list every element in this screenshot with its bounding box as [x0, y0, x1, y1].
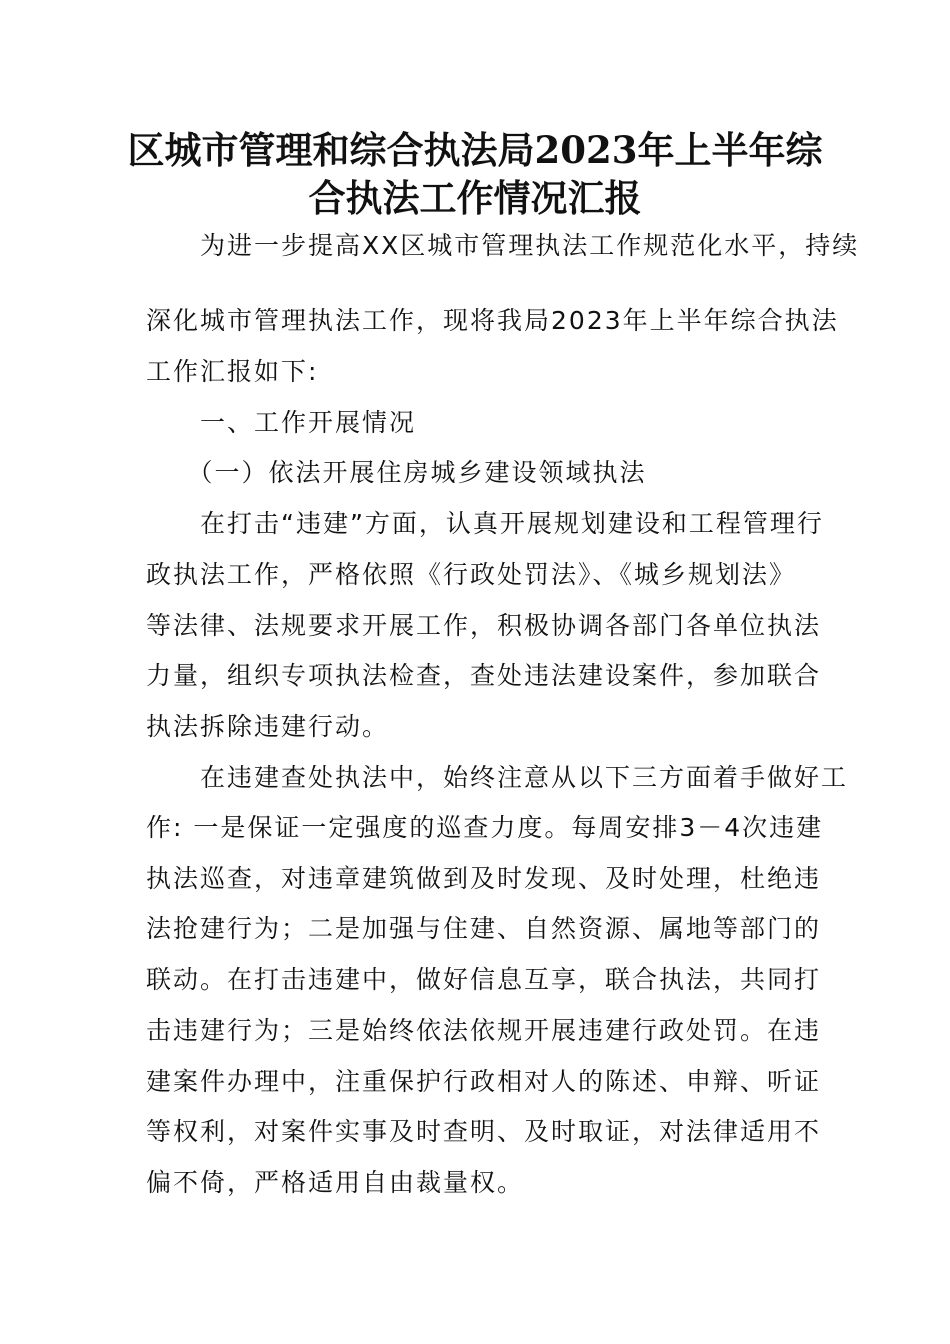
paragraph-line: 力量，组织专项执法检查，查处违法建设案件，参加联合 [146, 661, 822, 690]
paragraph-line: 深化城市管理执法工作，现将我局2023年上半年综合执法 [146, 306, 839, 335]
section-heading: 一、工作开展情况 [146, 408, 417, 437]
paragraph-line: 工作汇报如下: [146, 357, 319, 386]
paragraph-line: 击违建行为；三是始终依法依规开展违建行政处罚。在违 [146, 1016, 822, 1045]
paragraph-line: 等权利，对案件实事及时查明、及时取证，对法律适用不 [146, 1117, 822, 1146]
paragraph-line: 执法拆除违建行动。 [146, 712, 390, 741]
paragraph-line: 法抢建行为；二是加强与住建、自然资源、属地等部门的 [146, 914, 822, 943]
paragraph-line: 在打击“违建”方面，认真开展规划建设和工程管理行 [146, 509, 824, 538]
document-title-line-2: 合执法工作情况汇报 [308, 176, 642, 220]
paragraph-line: 政执法工作，严格依照《行政处罚法》、《城乡规划法》 [146, 560, 797, 589]
subsection-heading: （一）依法开展住房城乡建设领域执法 [146, 458, 647, 487]
paragraph-line: 执法巡查，对违章建筑做到及时发现、及时处理，杜绝违 [146, 864, 822, 893]
paragraph-line: 为进一步提高XX区城市管理执法工作规范化水平，持续 [146, 231, 860, 260]
paragraph-line: 等法律、法规要求开展工作，积极协调各部门各单位执法 [146, 611, 822, 640]
paragraph-line: 作: 一是保证一定强度的巡查力度。每周安排3－4次违建 [146, 813, 824, 842]
document-title-line-1: 区城市管理和综合执法局2023年上半年综 [127, 128, 823, 172]
paragraph-line: 建案件办理中，注重保护行政相对人的陈述、申辩、听证 [146, 1067, 822, 1096]
paragraph-line: 偏不倚，严格适用自由裁量权。 [146, 1168, 525, 1197]
paragraph-line: 联动。在打击违建中，做好信息互享，联合执法，共同打 [146, 965, 822, 994]
paragraph-line: 在违建查处执法中，始终注意从以下三方面着手做好工 [146, 763, 849, 792]
